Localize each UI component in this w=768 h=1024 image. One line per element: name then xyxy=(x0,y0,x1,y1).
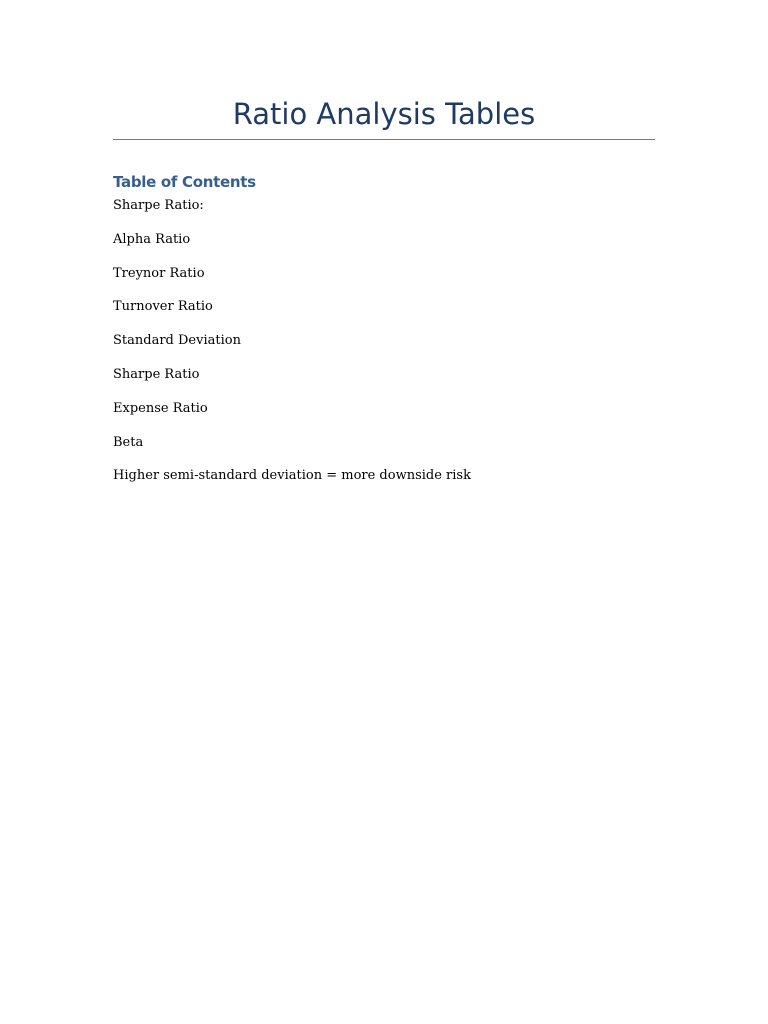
toc-item-standard-deviation: Standard Deviation xyxy=(113,333,241,349)
toc-item-expense-ratio: Expense Ratio xyxy=(113,400,208,416)
title-divider xyxy=(113,139,655,140)
document-title: Ratio Analysis Tables xyxy=(232,97,536,131)
toc-item-beta: Beta xyxy=(113,434,144,450)
toc-list xyxy=(113,196,655,500)
toc-item-treynor-ratio: Treynor Ratio xyxy=(113,265,205,281)
toc-item-semi-standard-deviation-note: Higher semi-standard deviation = more downside risk xyxy=(113,468,471,484)
toc-item-sharpe-ratio: Sharpe Ratio xyxy=(113,366,200,382)
toc-item-alpha-ratio: Alpha Ratio xyxy=(113,231,191,247)
toc-heading: Table of Contents xyxy=(113,173,256,191)
toc-item-sharpe-ratio-colon: Sharpe Ratio: xyxy=(113,198,204,213)
toc-item-turnover-ratio: Turnover Ratio xyxy=(113,299,213,315)
